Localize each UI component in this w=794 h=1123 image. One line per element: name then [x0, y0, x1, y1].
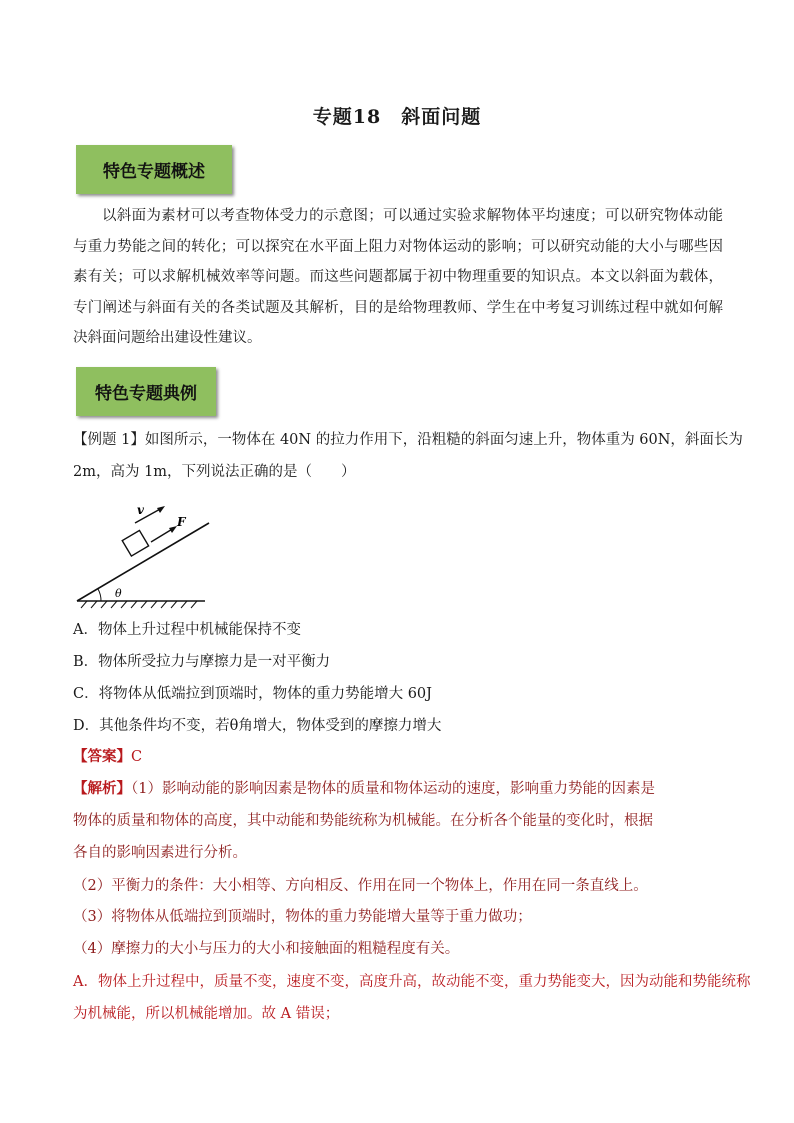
analysis-text-1: （1）影响动能的影响因素是物体的质量和物体运动的速度，影响重力势能的因素是: [131, 781, 655, 797]
analysis-line-6: （4）摩擦力的大小与压力的大小和接触面的粗糙程度有关。: [73, 941, 460, 957]
angle-label: θ: [115, 587, 122, 600]
force-label: F: [177, 515, 186, 529]
answer-value: C: [131, 749, 143, 765]
analysis-line-5: （3）将物体从低端拉到顶端时，物体的重力势能增大量等于重力做功；: [73, 909, 532, 925]
velocity-label: v: [137, 503, 144, 517]
section-banner-examples: 特色专题典例: [76, 367, 216, 416]
answer-line: [73, 747, 733, 767]
analysis-line-8: 为机械能，所以机械能增加。故 A 错误；: [73, 1006, 340, 1022]
option-a: A．物体上升过程中机械能保持不变: [73, 622, 301, 638]
example-question-line-1: 【例题 1】如图所示，一物体在 40N 的拉力作用下，沿粗糙的斜面匀速上升，物体重为 60N，斜面长为: [73, 432, 743, 448]
option-d: D．其他条件均不变，若θ角增大，物体受到的摩擦力增大: [73, 718, 442, 734]
force-arrowhead: [169, 526, 177, 533]
analysis-line-2: 物体的质量和物体的高度，其中动能和势能统称为机械能。在分析各个能量的变化时，根据: [73, 813, 653, 829]
ground-hatch: [81, 601, 197, 608]
analysis-tag: 【解析】: [73, 780, 131, 797]
answer-tag: 【答案】: [73, 748, 131, 765]
analysis-line-3: 各自的影响因素进行分析。: [73, 845, 247, 861]
incline-line: [77, 523, 209, 601]
section-banner-overview: 特色专题概述: [76, 145, 232, 194]
example-question-line-2: 2m，高为 1m，下列说法正确的是（ ）: [73, 464, 356, 480]
option-c: C．将物体从低端拉到顶端时，物体的重力势能增大 60J: [73, 686, 432, 702]
analysis-line-4: （2）平衡力的条件：大小相等、方向相反、作用在同一个物体上，作用在同一条直线上。: [73, 878, 648, 894]
incline-diagram: [73, 498, 213, 610]
page-title: 专题18 斜面问题: [312, 106, 482, 128]
analysis-line-1: [73, 779, 733, 799]
overview-paragraph: 以斜面为素材可以考查物体受力的示意图；可以通过实验求解物体平均速度；可以研究物体动能与重力势能之间的转化；可以探究在水平面上阻力对物体运动的影响；可以研究动能的大小与哪些因素有关；可以求解机械效率等问题。而这些问题都属于初中物理重要的知识点。本文以斜面为载体，专门阐述与斜面有关的各类试题及其解析，目的是给物理教师、学生在中考复习训练过程中就如何解决斜面问题给出建设性建议。: [73, 208, 723, 346]
velocity-arrowhead: [157, 506, 165, 513]
option-b: B．物体所受拉力与摩擦力是一对平衡力: [73, 654, 331, 670]
block: [122, 530, 148, 556]
analysis-line-7: A．物体上升过程中，质量不变，速度不变，高度升高，故动能不变，重力势能变大，因为动能和势能统称: [73, 974, 751, 990]
angle-arc: [98, 589, 101, 601]
